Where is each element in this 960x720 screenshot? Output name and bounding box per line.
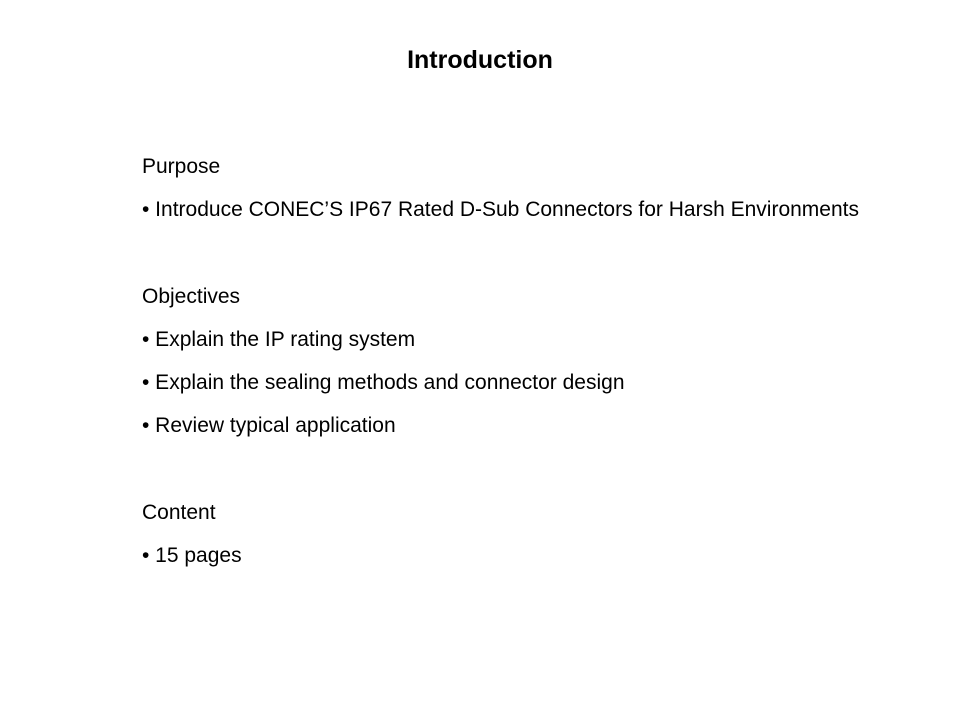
purpose-bullet: • Introduce CONEC’S IP67 Rated D-Sub Connectors for Harsh Environments	[142, 198, 859, 221]
objective-bullet-application: • Review typical application	[142, 414, 396, 437]
content-bullet-page-count: • 15 pages	[142, 544, 242, 567]
purpose-heading: Purpose	[142, 155, 221, 178]
content-heading: Content	[142, 501, 216, 524]
slide-title: Introduction	[407, 46, 553, 74]
content-section	[142, 500, 862, 569]
objective-bullet-sealing-design: • Explain the sealing methods and connector design	[142, 371, 625, 394]
objectives-heading: Objectives	[142, 285, 241, 308]
slide-content	[142, 154, 862, 586]
section-spacer	[142, 456, 862, 500]
purpose-section	[142, 154, 862, 223]
section-spacer	[142, 240, 862, 284]
objective-bullet-ip-rating: • Explain the IP rating system	[142, 328, 416, 351]
objectives-section	[142, 284, 862, 439]
